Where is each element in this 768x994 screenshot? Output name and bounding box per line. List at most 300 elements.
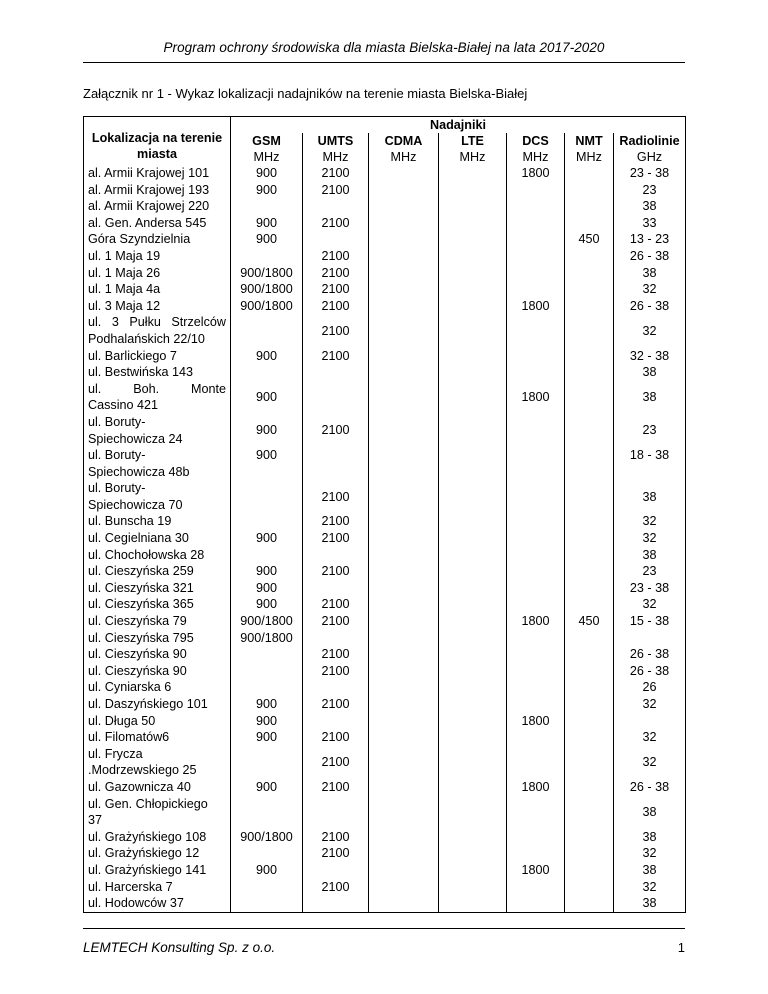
lte-cell (439, 513, 507, 530)
cdma-cell (369, 547, 439, 564)
dcs-cell: 1800 (507, 381, 565, 414)
lte-cell (439, 563, 507, 580)
dcs-cell (507, 663, 565, 680)
lte-cell (439, 829, 507, 846)
location-line: ul. Cieszyńska 365 (88, 597, 194, 612)
nmt-cell (565, 513, 614, 530)
cdma-cell (369, 198, 439, 215)
nmt-cell (565, 596, 614, 613)
umts-cell: 2100 (303, 182, 369, 199)
dcs-cell (507, 679, 565, 696)
lte-cell (439, 182, 507, 199)
dcs-cell (507, 646, 565, 663)
location-line: ul. Cieszyńska 795 (88, 630, 194, 645)
nmt-cell (565, 862, 614, 879)
table-row (84, 231, 686, 248)
location-cell (84, 198, 231, 215)
lte-cell (439, 215, 507, 232)
location-line: al. Armii Krajowej 220 (88, 199, 210, 214)
location-line: ul. Grażyńskiego 12 (88, 846, 200, 861)
lte-cell (439, 165, 507, 182)
radio-cell: 38 (614, 265, 686, 282)
lte-cell (439, 862, 507, 879)
table-row (84, 729, 686, 746)
lte-cell (439, 547, 507, 564)
gsm-cell (231, 314, 303, 347)
nmt-cell (565, 414, 614, 447)
table-row (84, 165, 686, 182)
umts-cell: 2100 (303, 746, 369, 779)
umts-cell: 2100 (303, 298, 369, 315)
umts-cell: 2100 (303, 696, 369, 713)
gsm-cell: 900 (231, 713, 303, 730)
column-unit-cdma: MHz (369, 149, 439, 165)
dcs-cell (507, 746, 565, 779)
table-row (84, 348, 686, 365)
lte-cell (439, 248, 507, 265)
lte-cell (439, 480, 507, 513)
lte-cell (439, 580, 507, 597)
table-row (84, 513, 686, 530)
footer-divider (83, 928, 685, 929)
umts-cell: 2100 (303, 663, 369, 680)
nmt-cell (565, 447, 614, 480)
location-line: ul. Grażyńskiego 141 (88, 862, 207, 877)
location-cell (84, 679, 231, 696)
dcs-cell (507, 630, 565, 647)
lte-cell (439, 348, 507, 365)
gsm-cell: 900/1800 (231, 265, 303, 282)
table-row (84, 298, 686, 315)
radio-cell: 38 (614, 381, 686, 414)
table-row (84, 663, 686, 680)
table-row (84, 314, 686, 347)
dcs-cell (507, 879, 565, 896)
column-header-umts: UMTS (303, 133, 369, 149)
umts-cell (303, 713, 369, 730)
dcs-cell (507, 248, 565, 265)
location-cell (84, 265, 231, 282)
nmt-cell (565, 696, 614, 713)
table-row (84, 480, 686, 513)
cdma-cell (369, 314, 439, 347)
cdma-cell (369, 182, 439, 199)
location-line: ul. Barlickiego 7 (88, 348, 177, 363)
page-number: 1 (677, 940, 685, 955)
umts-cell: 2100 (303, 215, 369, 232)
location-line: ul. Hodowców 37 (88, 896, 184, 911)
table-row (84, 281, 686, 298)
gsm-cell: 900 (231, 348, 303, 365)
location-cell (84, 713, 231, 730)
nmt-cell (565, 563, 614, 580)
gsm-cell: 900 (231, 779, 303, 796)
radio-cell: 32 (614, 845, 686, 862)
radio-cell: 32 (614, 513, 686, 530)
lte-cell (439, 845, 507, 862)
location-line: ul. Bunscha 19 (88, 514, 172, 529)
cdma-cell (369, 630, 439, 647)
umts-cell (303, 364, 369, 381)
column-unit-lte: MHz (439, 149, 507, 165)
table-row (84, 563, 686, 580)
location-cell (84, 879, 231, 896)
nmt-cell (565, 381, 614, 414)
cdma-cell (369, 779, 439, 796)
location-cell (84, 862, 231, 879)
column-unit-nmt: MHz (565, 149, 614, 165)
radio-cell: 32 - 38 (614, 348, 686, 365)
dcs-cell (507, 530, 565, 547)
location-line: .Modrzewskiego 25 (88, 763, 197, 778)
location-line: ul. Długa 50 (88, 713, 156, 728)
nmt-cell (565, 198, 614, 215)
location-cell (84, 215, 231, 232)
transmitters-table (83, 116, 686, 913)
location-cell (84, 895, 231, 912)
nmt-cell (565, 679, 614, 696)
location-cell (84, 348, 231, 365)
location-cell (84, 182, 231, 199)
cdma-cell (369, 729, 439, 746)
umts-cell: 2100 (303, 613, 369, 630)
dcs-cell (507, 729, 565, 746)
cdma-cell (369, 746, 439, 779)
table-row (84, 596, 686, 613)
dcs-cell: 1800 (507, 298, 565, 315)
table-row (84, 845, 686, 862)
location-line: ul. 1 Maja 19 (88, 248, 161, 263)
table-row (84, 547, 686, 564)
cdma-cell (369, 480, 439, 513)
radio-cell: 38 (614, 796, 686, 829)
nmt-cell: 450 (565, 613, 614, 630)
gsm-cell: 900 (231, 729, 303, 746)
radio-cell: 38 (614, 198, 686, 215)
cdma-cell (369, 613, 439, 630)
lte-cell (439, 696, 507, 713)
cdma-cell (369, 679, 439, 696)
table-row (84, 182, 686, 199)
location-cell (84, 845, 231, 862)
umts-cell: 2100 (303, 829, 369, 846)
gsm-cell (231, 679, 303, 696)
footer-company: LEMTECH Konsulting Sp. z o.o. (83, 940, 276, 955)
umts-cell (303, 630, 369, 647)
table-row (84, 829, 686, 846)
radio-cell: 15 - 38 (614, 613, 686, 630)
nmt-cell (565, 530, 614, 547)
location-header: Lokalizacja na terenie miasta (84, 117, 231, 166)
umts-cell: 2100 (303, 530, 369, 547)
umts-cell: 2100 (303, 563, 369, 580)
location-line: 37 (88, 813, 103, 828)
radio-cell: 26 (614, 679, 686, 696)
gsm-cell: 900 (231, 580, 303, 597)
umts-cell: 2100 (303, 729, 369, 746)
umts-cell (303, 580, 369, 597)
location-line: ul. Gazownicza 40 (88, 779, 191, 794)
location-line: ul. 1 Maja 26 (88, 265, 161, 280)
radio-cell: 18 - 38 (614, 447, 686, 480)
location-cell (84, 381, 231, 414)
dcs-cell (507, 198, 565, 215)
cdma-cell (369, 580, 439, 597)
dcs-cell (507, 895, 565, 912)
nmt-cell (565, 580, 614, 597)
umts-cell: 2100 (303, 513, 369, 530)
dcs-cell (507, 796, 565, 829)
location-line: Podhalańskich 22/10 (88, 331, 205, 346)
lte-cell (439, 713, 507, 730)
location-line: ul. 3 Pułku Strzelców (88, 315, 226, 330)
radio-cell: 26 - 38 (614, 779, 686, 796)
lte-cell (439, 198, 507, 215)
radio-cell: 38 (614, 480, 686, 513)
gsm-cell (231, 646, 303, 663)
radio-cell: 23 - 38 (614, 580, 686, 597)
gsm-cell (231, 895, 303, 912)
umts-cell: 2100 (303, 596, 369, 613)
nmt-cell (565, 364, 614, 381)
cdma-cell (369, 165, 439, 182)
location-line: ul. Boruty- (88, 481, 146, 496)
location-cell (84, 314, 231, 347)
cdma-cell (369, 646, 439, 663)
table-row (84, 580, 686, 597)
cdma-cell (369, 895, 439, 912)
nmt-cell (565, 265, 614, 282)
transmitters-table-wrapper (83, 116, 685, 913)
location-cell (84, 580, 231, 597)
gsm-cell: 900 (231, 414, 303, 447)
lte-cell (439, 779, 507, 796)
cdma-cell (369, 879, 439, 896)
gsm-cell (231, 248, 303, 265)
dcs-cell (507, 480, 565, 513)
location-cell (84, 530, 231, 547)
radio-cell: 38 (614, 862, 686, 879)
cdma-cell (369, 530, 439, 547)
table-row (84, 646, 686, 663)
radio-cell (614, 630, 686, 647)
radio-cell: 38 (614, 364, 686, 381)
location-line: Spiechowicza 48b (88, 464, 190, 479)
location-cell (84, 480, 231, 513)
dcs-cell (507, 281, 565, 298)
lte-cell (439, 679, 507, 696)
dcs-cell (507, 215, 565, 232)
umts-cell (303, 679, 369, 696)
gsm-cell: 900 (231, 563, 303, 580)
umts-cell: 2100 (303, 281, 369, 298)
table-row (84, 679, 686, 696)
nmt-cell (565, 630, 614, 647)
nmt-cell (565, 796, 614, 829)
lte-cell (439, 613, 507, 630)
location-cell (84, 447, 231, 480)
gsm-cell (231, 547, 303, 564)
cdma-cell (369, 348, 439, 365)
gsm-cell: 900/1800 (231, 298, 303, 315)
lte-cell (439, 265, 507, 282)
gsm-cell: 900 (231, 530, 303, 547)
gsm-cell (231, 513, 303, 530)
location-line: ul. Cieszyńska 90 (88, 663, 187, 678)
location-line: ul. Grażyńskiego 108 (88, 829, 207, 844)
location-line: al. Armii Krajowej 101 (88, 166, 210, 180)
lte-cell (439, 663, 507, 680)
lte-cell (439, 298, 507, 315)
lte-cell (439, 596, 507, 613)
lte-cell (439, 895, 507, 912)
radio-cell: 32 (614, 281, 686, 298)
gsm-cell (231, 663, 303, 680)
location-line: ul. Bestwińska 143 (88, 365, 194, 380)
radio-cell: 38 (614, 829, 686, 846)
lte-cell (439, 796, 507, 829)
location-cell (84, 596, 231, 613)
location-line: ul. Boh. Monte (88, 381, 226, 396)
cdma-cell (369, 663, 439, 680)
radio-cell: 32 (614, 879, 686, 896)
radio-cell: 32 (614, 696, 686, 713)
location-cell (84, 630, 231, 647)
location-cell (84, 165, 231, 182)
radio-cell: 26 - 38 (614, 663, 686, 680)
location-cell (84, 829, 231, 846)
nmt-cell (565, 646, 614, 663)
lte-cell (439, 414, 507, 447)
cdma-cell (369, 215, 439, 232)
lte-cell (439, 646, 507, 663)
cdma-cell (369, 364, 439, 381)
gsm-cell (231, 364, 303, 381)
table-row (84, 796, 686, 829)
table-row (84, 447, 686, 480)
table-row (84, 879, 686, 896)
location-line: ul. Filomatów6 (88, 730, 170, 745)
dcs-cell (507, 563, 565, 580)
location-cell (84, 746, 231, 779)
umts-cell (303, 796, 369, 829)
header-divider (83, 62, 685, 63)
nadajniki-group-header: Nadajniki (231, 117, 686, 134)
radio-cell: 23 (614, 414, 686, 447)
gsm-cell: 900 (231, 862, 303, 879)
umts-cell: 2100 (303, 779, 369, 796)
column-header-cdma: CDMA (369, 133, 439, 149)
cdma-cell (369, 414, 439, 447)
table-row (84, 746, 686, 779)
table-row (84, 198, 686, 215)
cdma-cell (369, 829, 439, 846)
table-row (84, 265, 686, 282)
radio-cell: 23 (614, 182, 686, 199)
table-row (84, 381, 686, 414)
location-line: ul. Harcerska 7 (88, 879, 173, 894)
cdma-cell (369, 596, 439, 613)
column-header-nmt: NMT (565, 133, 614, 149)
table-row (84, 895, 686, 912)
umts-cell: 2100 (303, 265, 369, 282)
location-cell (84, 414, 231, 447)
dcs-cell (507, 348, 565, 365)
lte-cell (439, 746, 507, 779)
radio-cell (614, 713, 686, 730)
cdma-cell (369, 281, 439, 298)
cdma-cell (369, 696, 439, 713)
location-line: ul. 3 Maja 12 (88, 298, 161, 313)
location-line: ul. Boruty- (88, 448, 146, 463)
nmt-cell (565, 248, 614, 265)
column-header-lte: LTE (439, 133, 507, 149)
gsm-cell: 900/1800 (231, 281, 303, 298)
dcs-cell: 1800 (507, 862, 565, 879)
dcs-cell (507, 182, 565, 199)
location-cell (84, 563, 231, 580)
location-line: ul. Boruty- (88, 414, 146, 429)
dcs-cell (507, 265, 565, 282)
umts-cell (303, 447, 369, 480)
umts-cell (303, 231, 369, 248)
location-line: al. Gen. Andersa 545 (88, 215, 207, 230)
nmt-cell (565, 314, 614, 347)
cdma-cell (369, 862, 439, 879)
nmt-cell (565, 663, 614, 680)
location-cell (84, 646, 231, 663)
location-line: Spiechowicza 70 (88, 497, 183, 512)
cdma-cell (369, 796, 439, 829)
location-cell (84, 281, 231, 298)
gsm-cell (231, 845, 303, 862)
location-line: ul. Daszyńskiego 101 (88, 697, 208, 711)
gsm-cell: 900/1800 (231, 613, 303, 630)
dcs-cell: 1800 (507, 165, 565, 182)
umts-cell: 2100 (303, 165, 369, 182)
dcs-cell (507, 447, 565, 480)
location-cell (84, 779, 231, 796)
nmt-cell (565, 845, 614, 862)
gsm-cell (231, 198, 303, 215)
lte-cell (439, 231, 507, 248)
nmt-cell (565, 729, 614, 746)
dcs-cell (507, 364, 565, 381)
location-cell (84, 663, 231, 680)
cdma-cell (369, 713, 439, 730)
nmt-cell (565, 547, 614, 564)
table-row (84, 696, 686, 713)
dcs-cell (507, 845, 565, 862)
nmt-cell (565, 779, 614, 796)
column-unit-umts: MHz (303, 149, 369, 165)
radio-cell: 32 (614, 596, 686, 613)
lte-cell (439, 447, 507, 480)
column-header-dcs: DCS (507, 133, 565, 149)
nmt-cell (565, 829, 614, 846)
dcs-cell: 1800 (507, 713, 565, 730)
cdma-cell (369, 248, 439, 265)
radio-cell: 32 (614, 746, 686, 779)
umts-cell: 2100 (303, 646, 369, 663)
radio-cell: 26 - 38 (614, 646, 686, 663)
location-line: ul. Cyniarska 6 (88, 680, 172, 695)
location-line: Góra Szyndzielnia (88, 232, 191, 247)
cdma-cell (369, 845, 439, 862)
nmt-cell (565, 879, 614, 896)
umts-cell: 2100 (303, 845, 369, 862)
lte-cell (439, 381, 507, 414)
